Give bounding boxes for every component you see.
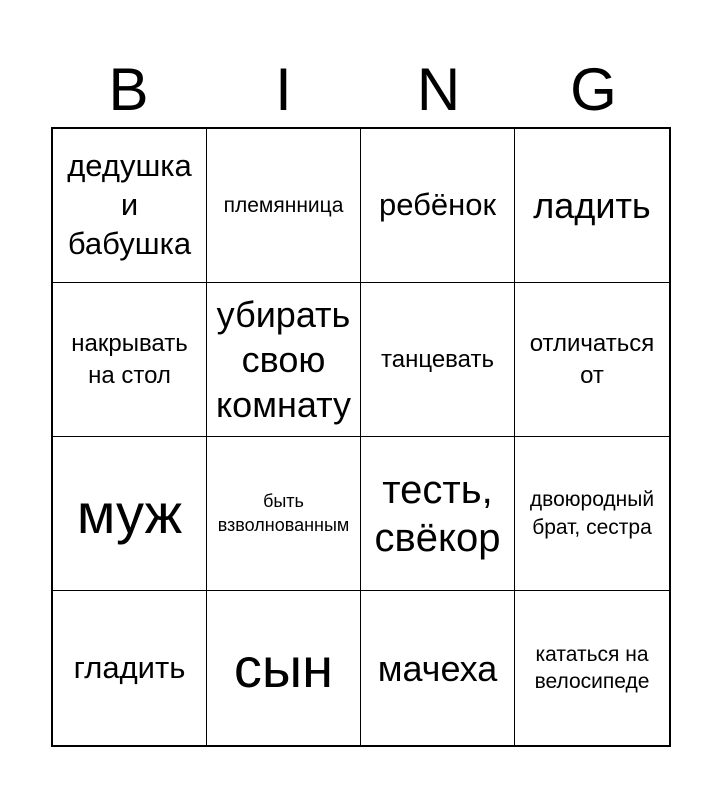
- bingo-cell-11[interactable]: [361, 437, 515, 591]
- bingo-cell-text: гладить: [73, 649, 186, 685]
- bingo-cell-16[interactable]: [515, 591, 669, 745]
- bingo-cell-text: убирать свою комнату: [216, 294, 351, 425]
- bingo-cell-13[interactable]: [53, 591, 207, 745]
- bingo-cell-text: племянница: [223, 193, 344, 217]
- bingo-header: [51, 52, 671, 128]
- bingo-cell-text: ладить: [533, 185, 651, 226]
- header-letter-i: I: [275, 56, 292, 123]
- bingo-cell-text: кататься на велосипеде: [534, 642, 650, 693]
- bingo-cell-text: отличаться от: [529, 330, 655, 389]
- header-letter-b: B: [108, 56, 149, 123]
- bingo-cell-6[interactable]: [207, 283, 361, 437]
- bingo-cell-text: танцевать: [381, 345, 494, 373]
- bingo-cell-2[interactable]: [207, 129, 361, 283]
- bingo-cell-14[interactable]: [207, 591, 361, 745]
- bingo-cell-3[interactable]: [361, 129, 515, 283]
- bingo-board: [51, 127, 671, 747]
- bingo-cell-10[interactable]: [207, 437, 361, 591]
- bingo-cell-text: быть взволнованным: [217, 491, 350, 535]
- bingo-cell-8[interactable]: [515, 283, 669, 437]
- bingo-cell-7[interactable]: [361, 283, 515, 437]
- bingo-cell-12[interactable]: [515, 437, 669, 591]
- bingo-cell-5[interactable]: [53, 283, 207, 437]
- bingo-cell-text: двоюродный брат, сестра: [529, 488, 655, 539]
- bingo-cell-text: сын: [233, 636, 334, 700]
- header-letter-n: N: [416, 56, 461, 123]
- header-letter-g: G: [570, 56, 617, 123]
- bingo-cell-4[interactable]: [515, 129, 669, 283]
- bingo-cell-text: муж: [76, 481, 183, 545]
- bingo-cell-9[interactable]: [53, 437, 207, 591]
- bingo-cell-1[interactable]: [53, 129, 207, 283]
- bingo-cell-text: ребёнок: [378, 187, 497, 223]
- bingo-cell-text: мачеха: [377, 647, 498, 689]
- bingo-cell-text: дедушка и бабушка: [67, 148, 192, 261]
- bingo-cell-text: тесть, свёкор: [374, 467, 501, 560]
- bingo-cell-text: накрывать на стол: [71, 330, 188, 389]
- bingo-cell-15[interactable]: [361, 591, 515, 745]
